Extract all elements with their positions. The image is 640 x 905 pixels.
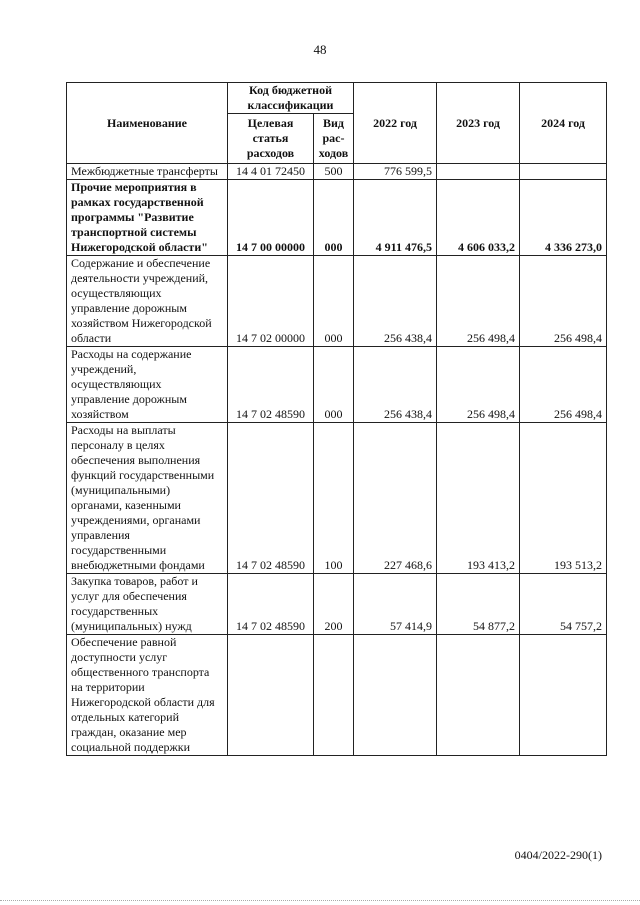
table-row (67, 180, 607, 256)
row-2022-value: 776 599,5 (354, 164, 437, 180)
row-2023-value: 256 498,4 (437, 347, 520, 423)
row-kind-code: 000 (314, 180, 354, 256)
table-row (67, 164, 607, 180)
row-name: Содержание и обеспечение деятельности учреждений, осуществляющих управление дорожным хозяйством Нижегородской области (67, 256, 228, 347)
row-2023-value (437, 635, 520, 756)
row-kind-code: 100 (314, 423, 354, 574)
table-row (67, 347, 607, 423)
row-2022-value (354, 635, 437, 756)
header-name: Наименование (67, 83, 228, 164)
row-name: Расходы на выплаты персоналу в целях обеспечения выполнения функций государственными (муниципальными) органами, казенными учреждениями, органами управления государственными внебюджетными фондами (67, 423, 228, 574)
row-2024-value: 256 498,4 (520, 256, 607, 347)
row-2023-value: 54 877,2 (437, 574, 520, 635)
header-kind: Вид рас-ходов (314, 114, 354, 164)
row-2024-value (520, 164, 607, 180)
row-kind-code: 000 (314, 256, 354, 347)
row-2023-value (437, 164, 520, 180)
header-target: Целевая статья расходов (228, 114, 314, 164)
row-target-code: 14 7 00 00000 (228, 180, 314, 256)
row-name: Обеспечение равной доступности услуг общественного транспорта на территории Нижегородской области для отдельных категорий граждан, оказание мер социальной поддержки (67, 635, 228, 756)
row-kind-code: 000 (314, 347, 354, 423)
header-2024: 2024 год (520, 83, 607, 164)
header-2022: 2022 год (354, 83, 437, 164)
row-target-code: 14 7 02 48590 (228, 347, 314, 423)
row-kind-code (314, 635, 354, 756)
row-kind-code: 500 (314, 164, 354, 180)
row-name: Межбюджетные трансферты (67, 164, 228, 180)
row-2024-value: 54 757,2 (520, 574, 607, 635)
row-2024-value: 193 513,2 (520, 423, 607, 574)
row-target-code (228, 635, 314, 756)
table-row (67, 256, 607, 347)
row-name: Закупка товаров, работ и услуг для обеспечения государственных (муниципальных) нужд (67, 574, 228, 635)
scan-edge (0, 900, 640, 904)
row-2022-value: 57 414,9 (354, 574, 437, 635)
table-row (67, 574, 607, 635)
row-2022-value: 227 468,6 (354, 423, 437, 574)
row-2023-value: 4 606 033,2 (437, 180, 520, 256)
row-2022-value: 256 438,4 (354, 347, 437, 423)
header-code-group: Код бюджетной классификации (228, 83, 354, 114)
row-2023-value: 193 413,2 (437, 423, 520, 574)
row-target-code: 14 4 01 72450 (228, 164, 314, 180)
row-2024-value: 4 336 273,0 (520, 180, 607, 256)
row-name: Прочие мероприятия в рамках государственной программы "Развитие транспортной системы Нижегородской области" (67, 180, 228, 256)
row-2022-value: 4 911 476,5 (354, 180, 437, 256)
row-2024-value (520, 635, 607, 756)
page-number: 48 (313, 42, 327, 57)
row-2023-value: 256 498,4 (437, 256, 520, 347)
row-2024-value: 256 498,4 (520, 347, 607, 423)
row-target-code: 14 7 02 00000 (228, 256, 314, 347)
row-kind-code: 200 (314, 574, 354, 635)
row-2022-value: 256 438,4 (354, 256, 437, 347)
table-row (67, 423, 607, 574)
budget-table (66, 82, 607, 756)
header-2023: 2023 год (437, 83, 520, 164)
row-target-code: 14 7 02 48590 (228, 423, 314, 574)
row-name: Расходы на содержание учреждений, осуществляющих управление дорожным хозяйством (67, 347, 228, 423)
row-target-code: 14 7 02 48590 (228, 574, 314, 635)
table-row (67, 635, 607, 756)
document-code: 0404/2022-290(1) (514, 848, 602, 862)
table-body (67, 164, 607, 756)
